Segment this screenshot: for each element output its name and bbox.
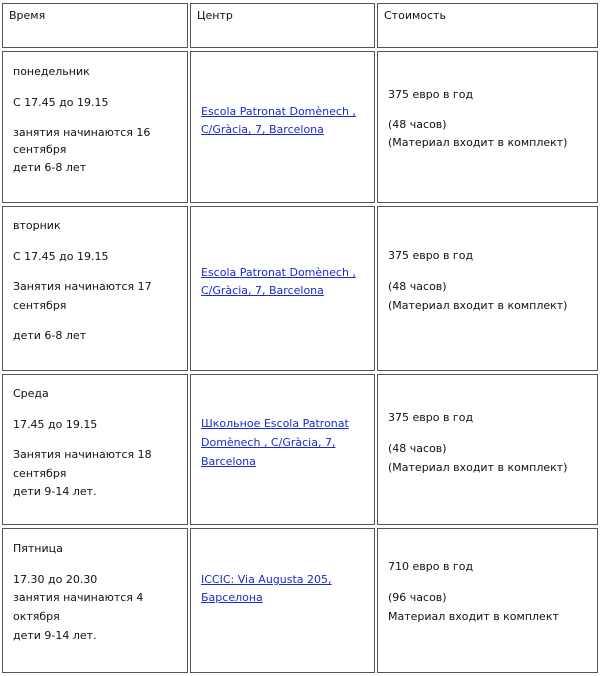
start-date-line2: сентября — [13, 299, 67, 312]
start-date-line1: занятия начинаются 16 — [13, 126, 151, 139]
price: 375 евро в год — [388, 411, 474, 424]
center-link-line2[interactable]: C/Gràcia, 7, Barcelona — [201, 284, 324, 297]
age-group: дети 9-14 лет. — [13, 485, 97, 498]
price: 710 евро в год — [388, 560, 474, 573]
start-date-line2: сентября — [13, 467, 67, 480]
center-link-line1[interactable]: Escola Patronat Domènech , — [201, 266, 356, 279]
center-link-line2[interactable]: C/Gràcia, 7, Barcelona — [201, 123, 324, 136]
center-link-line1[interactable]: Escola Patronat Domènech , — [201, 105, 356, 118]
day-label: Среда — [13, 387, 49, 400]
time-range: С 17.45 до 19.15 — [13, 250, 109, 263]
start-date-line2: сентября — [13, 143, 67, 156]
center-link-line3[interactable]: Barcelona — [201, 455, 256, 468]
price: 375 евро в год — [388, 249, 474, 262]
materials-note: Материал входит в комплект — [388, 610, 559, 623]
cost-cell — [377, 206, 598, 371]
cost-cell — [377, 374, 598, 525]
start-date-line1: Занятия начинаются 17 — [13, 280, 152, 293]
center-link-line2[interactable]: Барселона — [201, 591, 263, 604]
materials-note: (Материал входит в комплект) — [388, 136, 568, 149]
center-cell — [190, 206, 375, 371]
day-label: понедельник — [13, 65, 90, 78]
table-row — [2, 528, 598, 673]
hours: (96 часов) — [388, 591, 447, 604]
center-cell — [190, 528, 375, 673]
time-cell — [2, 528, 188, 673]
hours: (48 часов) — [388, 118, 447, 131]
time-range: 17.45 до 19.15 — [13, 418, 98, 431]
time-cell — [2, 206, 188, 371]
header-cost: Стоимость — [377, 3, 598, 48]
age-group: дети 6-8 лет — [13, 161, 87, 174]
time-cell — [2, 374, 188, 525]
center-link-line1[interactable]: Школьное Escola Patronat — [201, 417, 349, 430]
day-label: вторник — [13, 219, 61, 232]
center-cell — [190, 374, 375, 525]
cost-cell — [377, 51, 598, 203]
header-time: Время — [2, 3, 188, 48]
time-cell — [2, 51, 188, 203]
materials-note: (Материал входит в комплект) — [388, 299, 568, 312]
center-cell — [190, 51, 375, 203]
center-link-line2[interactable]: Domènech , C/Gràcia, 7, — [201, 436, 336, 449]
center-link-line1[interactable]: ICCIC: Via Augusta 205, — [201, 573, 332, 586]
age-group: дети 6-8 лет — [13, 329, 87, 342]
hours: (48 часов) — [388, 442, 447, 455]
start-date-line1: Занятия начинаются 18 — [13, 448, 152, 461]
header-row — [2, 3, 598, 48]
table-row — [2, 51, 598, 203]
price: 375 евро в год — [388, 88, 474, 101]
age-group: дети 9-14 лет. — [13, 629, 97, 642]
time-range: 17.30 до 20.30 — [13, 573, 98, 586]
hours: (48 часов) — [388, 280, 447, 293]
table-row — [2, 206, 598, 371]
header-center: Центр — [190, 3, 375, 48]
start-date-line2: октября — [13, 610, 60, 623]
time-range: С 17.45 до 19.15 — [13, 96, 109, 109]
start-date-line1: занятия начинаются 4 — [13, 591, 144, 604]
materials-note: (Материал входит в комплект) — [388, 461, 568, 474]
cost-cell — [377, 528, 598, 673]
day-label: Пятница — [13, 542, 63, 555]
table-row — [2, 374, 598, 525]
